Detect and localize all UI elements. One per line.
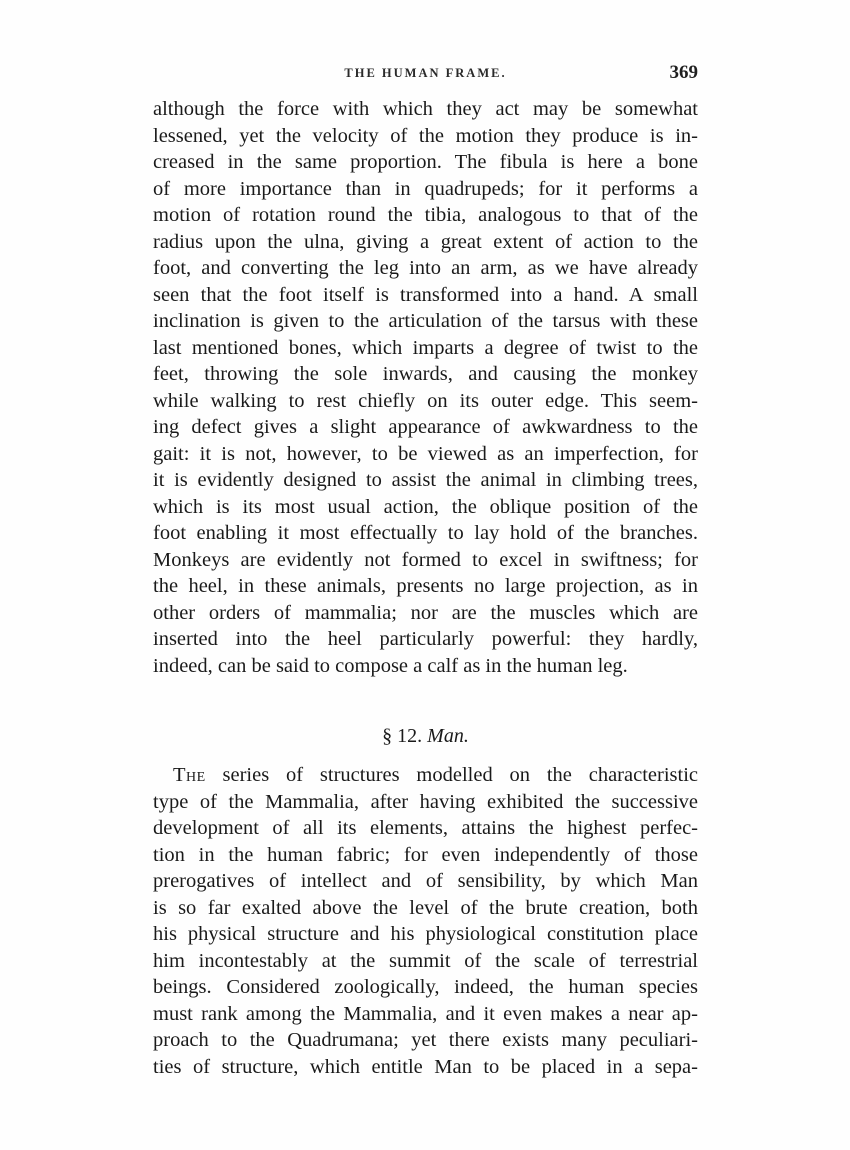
text-line: his physical structure and his physiological constitution place [153, 923, 698, 945]
text-line: creased in the same proportion. The fibula is here a bone [153, 151, 698, 173]
text-line: seen that the foot itself is transformed into a hand. A small [153, 283, 698, 306]
text-line: ties of structure, which entitle Man to be placed in a sepa- [153, 1055, 698, 1078]
text-line: the heel, in these animals, presents no large projection, as in [153, 575, 698, 597]
text-line: foot, and converting the leg into an arm, as we have already [153, 257, 698, 279]
lead-word: The [173, 764, 206, 786]
section-heading [153, 722, 698, 750]
text-line: Monkeys are evidently not formed to excel in swiftness; for [153, 548, 698, 571]
text-line: last mentioned bones, which imparts a degree of twist to the [153, 336, 698, 359]
section-title: Man. [427, 725, 469, 747]
paragraph-man [153, 762, 698, 1080]
text-line: inserted into the heel particularly powerful: they hardly, [153, 628, 698, 650]
text-line: which is its most usual action, the oblique position of the [153, 495, 698, 518]
first-line-rest: series of structures modelled on the characteristic [205, 764, 698, 786]
section-number: § 12. [382, 725, 423, 747]
text-line: although the force with which they act may be somewhat [153, 98, 698, 120]
text-line: other orders of mammalia; nor are the muscles which are [153, 601, 698, 624]
text-line: type of the Mammalia, after having exhibited the successive [153, 790, 698, 813]
text-line: prerogatives of intellect and of sensibility, by which Man [153, 870, 698, 892]
text-line: is so far exalted above the level of the brute creation, both [153, 896, 698, 919]
text-line: must rank among the Mammalia, and it even makes a near ap- [153, 1002, 698, 1025]
text-line: indeed, can be said to compose a calf as in the human leg. [153, 654, 628, 677]
text-line: of more importance than in quadrupeds; for it performs a [153, 177, 698, 200]
text-line: motion of rotation round the tibia, analogous to that of the [153, 204, 698, 226]
text-line: development of all its elements, attains the highest perfec- [153, 817, 698, 839]
text-line: feet, throwing the sole inwards, and causing the monkey [153, 363, 698, 385]
page-number: 369 [669, 62, 698, 83]
text-line: foot enabling it most effectually to lay hold of the branches. [153, 522, 698, 544]
text-line: proach to the Quadrumana; yet there exists many peculiari- [153, 1029, 698, 1051]
text-line: radius upon the ulna, giving a great extent of action to the [153, 230, 698, 253]
text-line: him incontestably at the summit of the scale of terrestrial [153, 949, 698, 972]
text-line: tion in the human fabric; for even independently of those [153, 843, 698, 866]
text-line: while walking to rest chiefly on its outer edge. This seem- [153, 389, 698, 412]
running-head [153, 62, 698, 86]
running-title: THE HUMAN FRAME. [344, 66, 507, 80]
text-line: lessened, yet the velocity of the motion they produce is in- [153, 124, 698, 147]
text-line: ing defect gives a slight appearance of awkwardness to the [153, 416, 698, 438]
text-line: beings. Considered zoologically, indeed, the human species [153, 976, 698, 998]
text-line: inclination is given to the articulation of the tarsus with these [153, 310, 698, 332]
text-line: gait: it is not, however, to be viewed as an imperfection, for [153, 442, 698, 465]
text-line: it is evidently designed to assist the animal in climbing trees, [153, 469, 698, 491]
text-line-first [153, 762, 698, 789]
paragraph-monkey-limbs [153, 96, 698, 679]
